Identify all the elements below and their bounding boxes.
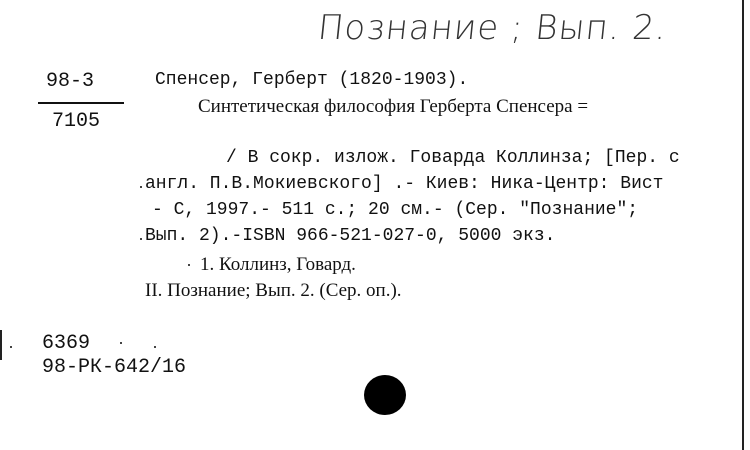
ink-speck — [140, 238, 142, 240]
author-heading: Спенсер, Герберт (1820-1903). — [155, 70, 469, 90]
description-line-4: Вып. 2).-ISBN 966-521-027-0, 5000 экз. — [145, 226, 556, 246]
author-mark: 7105 — [52, 110, 101, 133]
card-edge-right — [742, 0, 744, 450]
description-line-2: англ. П.В.Мокиевского] .- Киев: Ника-Центр: Вист — [145, 174, 664, 194]
tracing-line-2: II. Познание; Вып. 2. (Сер. оп.). — [145, 280, 402, 301]
handwritten-annotation — [315, 8, 670, 60]
ink-speck — [188, 264, 190, 266]
ink-speck — [120, 342, 122, 344]
record-number: 98-РК-642/16 — [42, 356, 187, 379]
tracing-line-1: 1. Коллинз, Говард. — [200, 254, 356, 275]
ink-speck — [154, 346, 156, 348]
card-edge-left — [0, 330, 2, 360]
inventory-number: 6369 — [42, 332, 91, 355]
description-line-3: - С, 1997.- 511 с.; 20 см.- (Сер. "Познание"; — [152, 200, 639, 220]
title-line: Синтетическая философия Герберта Спенсера = — [198, 96, 589, 117]
classification-index: 98-3 — [46, 70, 95, 93]
ink-speck — [140, 186, 142, 188]
punch-hole — [364, 375, 406, 415]
classification-divider — [38, 102, 124, 104]
handwritten-note: Познание ; Вып. 2. — [315, 8, 670, 48]
description-line-1: / В сокр. излож. Говарда Коллинза; [Пер. с — [226, 148, 680, 168]
ink-speck — [10, 346, 12, 348]
